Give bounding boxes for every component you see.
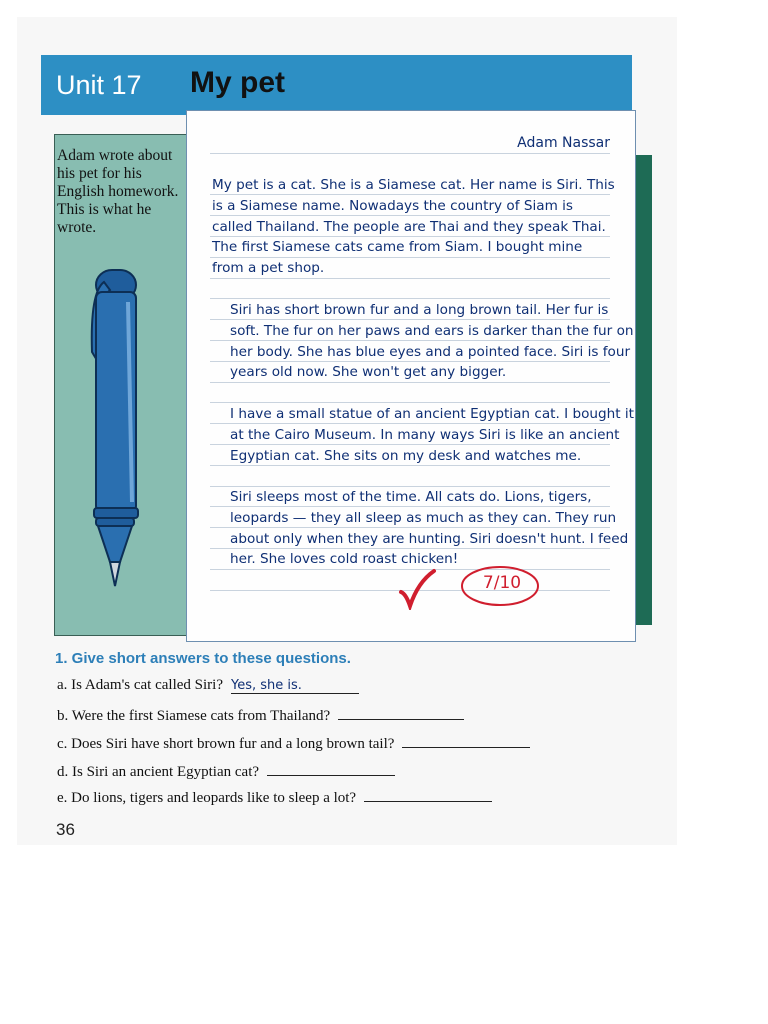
question-c (57, 731, 530, 753)
check-mark-icon (398, 568, 438, 610)
question-e (57, 785, 492, 807)
notebook-rule (210, 298, 610, 299)
essay-author: Adam Nassar (517, 135, 610, 151)
essay-paragraph-1: My pet is a cat. She is a Siamese cat. Her name is Siri. This is a Siamese name. Nowadays the country of Siam is called Thailand. The people are Thai and they speak Thai. The first Siamese cats came from Siam. I bought mine from a pet shop. (212, 177, 615, 277)
question-text: a. Is Adam's cat called Siri? (57, 677, 223, 693)
exercise-heading: 1. Give short answers to these questions. (55, 650, 351, 667)
intro-text: Adam wrote about his pet for his English homework. This is what he wrote. (57, 147, 179, 236)
essay-paragraph-4: Siri sleeps most of the time. All cats do. Lions, tigers, leopards — they all sleep as much as they can. They run about only when they are hunting. Siri doesn't hunt. I feed her. She loves cold roast chicken! (230, 489, 629, 568)
essay-paragraph-2: Siri has short brown fur and a long brown tail. Her fur is soft. The fur on her paws and ears is darker than the fur on her body. She has blue eyes and a pointed face. Siri is four years old now. She won't get any bigger. (230, 302, 634, 381)
question-d (57, 759, 395, 781)
question-text: d. Is Siri an ancient Egyptian cat? (57, 764, 260, 780)
answer-field[interactable] (338, 703, 464, 720)
answer-field[interactable] (402, 731, 530, 748)
pen-illustration (76, 262, 148, 592)
answer-field[interactable] (231, 677, 359, 694)
answer-field[interactable] (364, 785, 492, 802)
question-text: e. Do lions, tigers and leopards like to sleep a lot? (57, 790, 357, 806)
essay-paragraph-3: I have a small statue of an ancient Egyptian cat. I bought it at the Cairo Museum. In many ways Siri is like an ancient Egyptian cat. She sits on my desk and watches me. (230, 406, 635, 464)
question-a (57, 677, 359, 694)
answer-text: Yes, she is. (230, 678, 302, 693)
unit-label: Unit 17 (56, 70, 142, 100)
grade-text: 7/10 (482, 573, 522, 593)
notebook-rule (210, 153, 610, 154)
question-b (57, 703, 464, 725)
page-number: 36 (56, 820, 75, 839)
question-text: b. Were the first Siamese cats from Thailand? (57, 708, 331, 724)
notebook-rule (210, 402, 610, 403)
unit-title: My pet (190, 66, 286, 99)
question-text: c. Does Siri have short brown fur and a long brown tail? (57, 736, 395, 752)
answer-field[interactable] (267, 759, 395, 776)
